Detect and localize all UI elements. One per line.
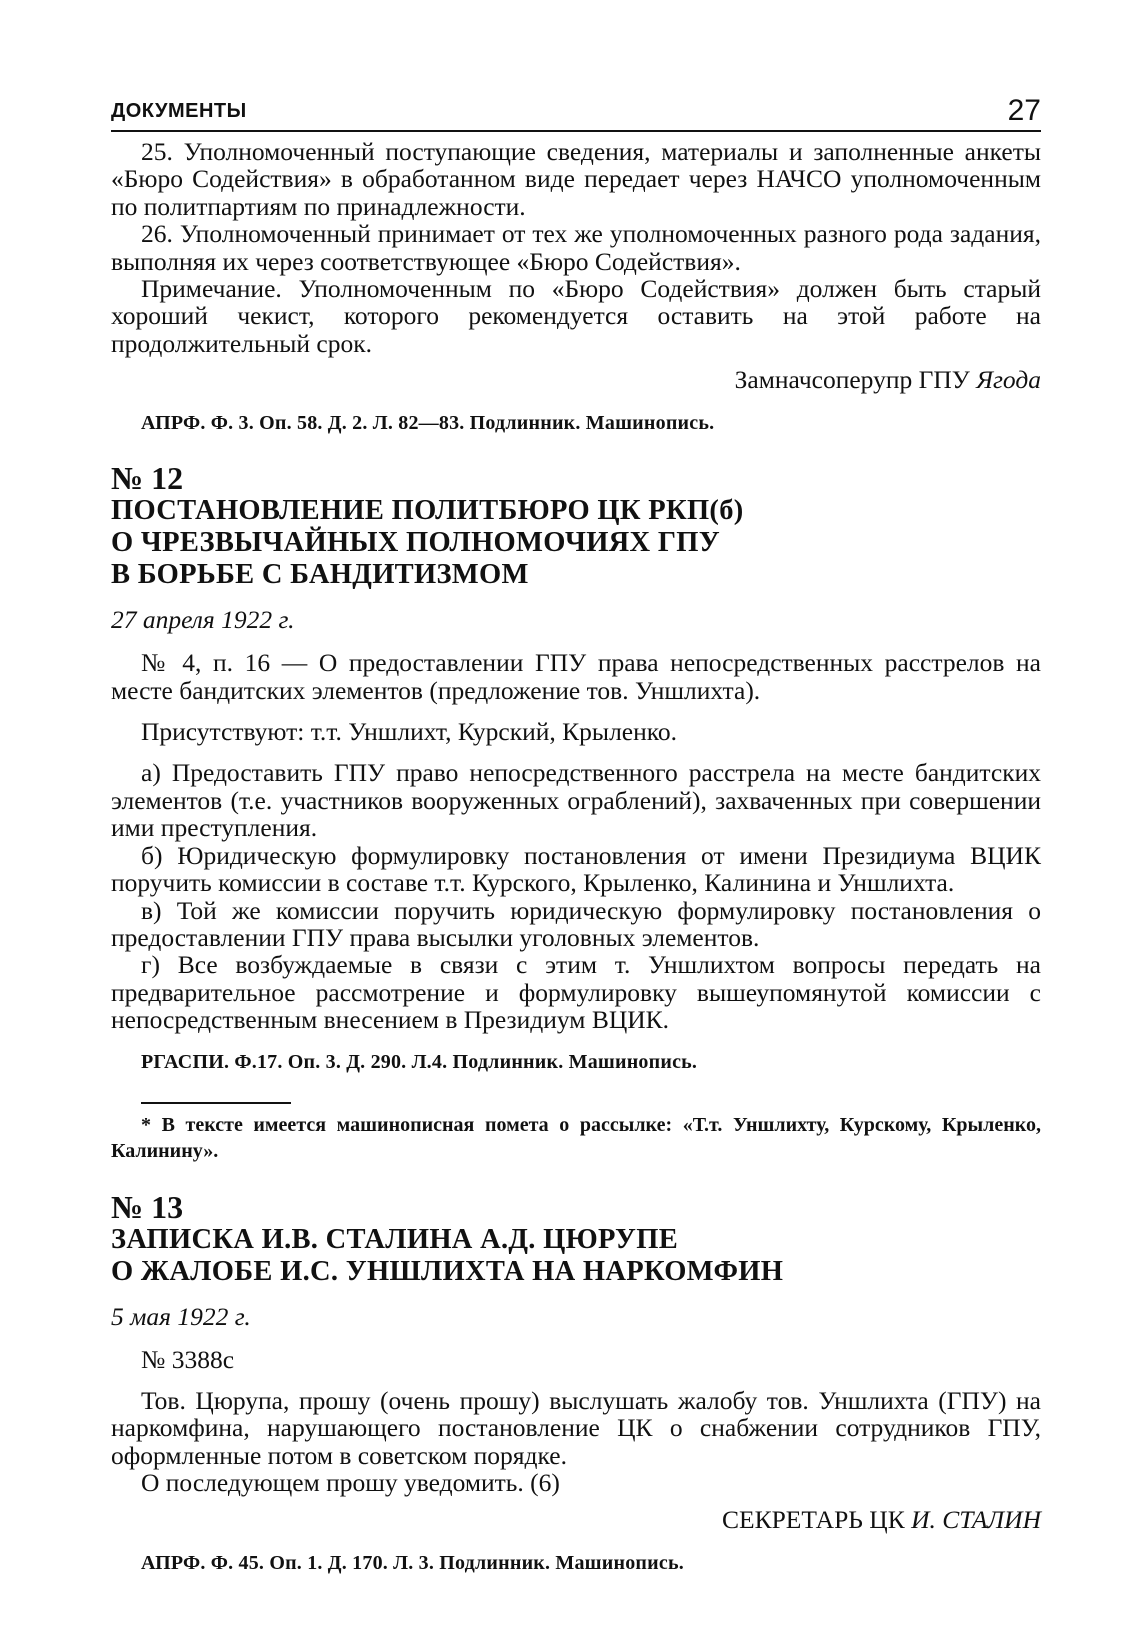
doc-title-line: В БОРЬБЕ С БАНДИТИЗМОМ xyxy=(111,559,529,591)
doc-title-line: О ЧРЕЗВЫЧАЙНЫХ ПОЛНОМОЧИЯХ ГПУ xyxy=(111,527,720,559)
resolution-item-b: б) Юридическую формулировку постановления от имени Президиума ВЦИК поручить комиссии в составе т.т. Курского, Крыленко, Калинина и Уншлихта. xyxy=(111,840,1041,898)
signature-name: Ягода xyxy=(976,365,1041,395)
doc-number: № 13 xyxy=(111,1188,184,1225)
signature-title: СЕКРЕТАРЬ ЦК xyxy=(722,1504,905,1534)
note-body: Тов. Цюрупа, прошу (очень прошу) выслушать жалобу тов. Уншлихта (ГПУ) на наркомфина, нарушающего постановление ЦК о снабжении сотрудников ГПУ, оформленные потом в советском порядке. xyxy=(111,1385,1041,1470)
item-26: 26. Уполномоченный принимает от тех же уполномоченных разного рода задания, выполняя их через соответствующее «Бюро Содействия». xyxy=(111,219,1041,276)
resolution-item-a: а) Предоставить ГПУ право непосредственного расстрела на месте бандитских элементов (т.е. участников вооруженных ограблений), захваченных при совершении ими преступления. xyxy=(111,758,1041,843)
item-25: 25. Уполномоченный поступающие сведения, материалы и заполненные анкеты «Бюро Содействия» в обработанном виде передает через НАЧСО уполномоченным по политпартиям по принадлежности. xyxy=(111,137,1041,221)
signature-name: И. СТАЛИН xyxy=(911,1504,1041,1534)
archive-source: РГАСПИ. Ф.17. Оп. 3. Д. 290. Л.4. Подлинник. Машинопись. xyxy=(141,1050,698,1073)
resolution-item-g: г) Все возбуждаемые в связи с этим т. Уншлихтом вопросы передать на предварительное рассмотрение и формулировку вышеупомянутой комиссии с непосредственным внесением в Президиум ВЦИК. xyxy=(111,950,1041,1035)
signature-yagoda xyxy=(111,365,1041,395)
reference-number: № 3388с xyxy=(141,1344,235,1374)
page-number: 27 xyxy=(1007,94,1041,127)
doc-title-line: ЗАПИСКА И.В. СТАЛИНА А.Д. ЦЮРУПЕ xyxy=(111,1223,679,1255)
footnote: * В тексте имеется машинописная помета о рассылке: «Т.т. Уншлихту, Курскому, Крыленко, Калинину». xyxy=(111,1113,1041,1162)
resolution-item-v: в) Той же комиссии поручить юридическую формулировку постановления о предоставлении ГПУ права высылки уголовных элементов. xyxy=(111,895,1041,952)
archive-source: АПРФ. Ф. 45. Оп. 1. Д. 170. Л. 3. Подлинник. Машинопись. xyxy=(141,1551,684,1574)
signature-title: Замначсоперупр ГПУ xyxy=(734,365,970,395)
note-body: О последующем прошу уведомить. (6) xyxy=(141,1468,560,1498)
running-header xyxy=(111,94,1041,132)
present-paragraph: Присутствуют: т.т. Уншлихт, Курский, Крыленко. xyxy=(141,717,677,747)
section-title: ДОКУМЕНТЫ xyxy=(111,100,247,122)
doc-number: № 12 xyxy=(111,460,184,497)
doc-date: 5 мая 1922 г. xyxy=(111,1301,251,1331)
doc-title-line: ПОСТАНОВЛЕНИЕ ПОЛИТБЮРО ЦК РКП(б) xyxy=(111,495,744,527)
note-paragraph: Примечание. Уполномоченным по «Бюро Содействия» должен быть старый хороший чекист, которого рекомендуется оставить на этой работе на продолжительный срок. xyxy=(111,274,1041,358)
page-content xyxy=(111,138,1041,1575)
doc-date: 27 апреля 1922 г. xyxy=(111,605,295,635)
doc-title-line: О ЖАЛОБЕ И.С. УНШЛИХТА НА НАРКОМФИН xyxy=(111,1255,784,1287)
agenda-paragraph: № 4, п. 16 — О предоставлении ГПУ права непосредственных расстрелов на месте бандитских элементов (предложение тов. Уншлихта). xyxy=(111,648,1041,705)
signature-stalin xyxy=(111,1505,1041,1535)
archive-source: АПРФ. Ф. 3. Оп. 58. Д. 2. Л. 82—83. Подлинник. Машинопись. xyxy=(141,412,715,435)
footnote-divider xyxy=(141,1102,291,1104)
